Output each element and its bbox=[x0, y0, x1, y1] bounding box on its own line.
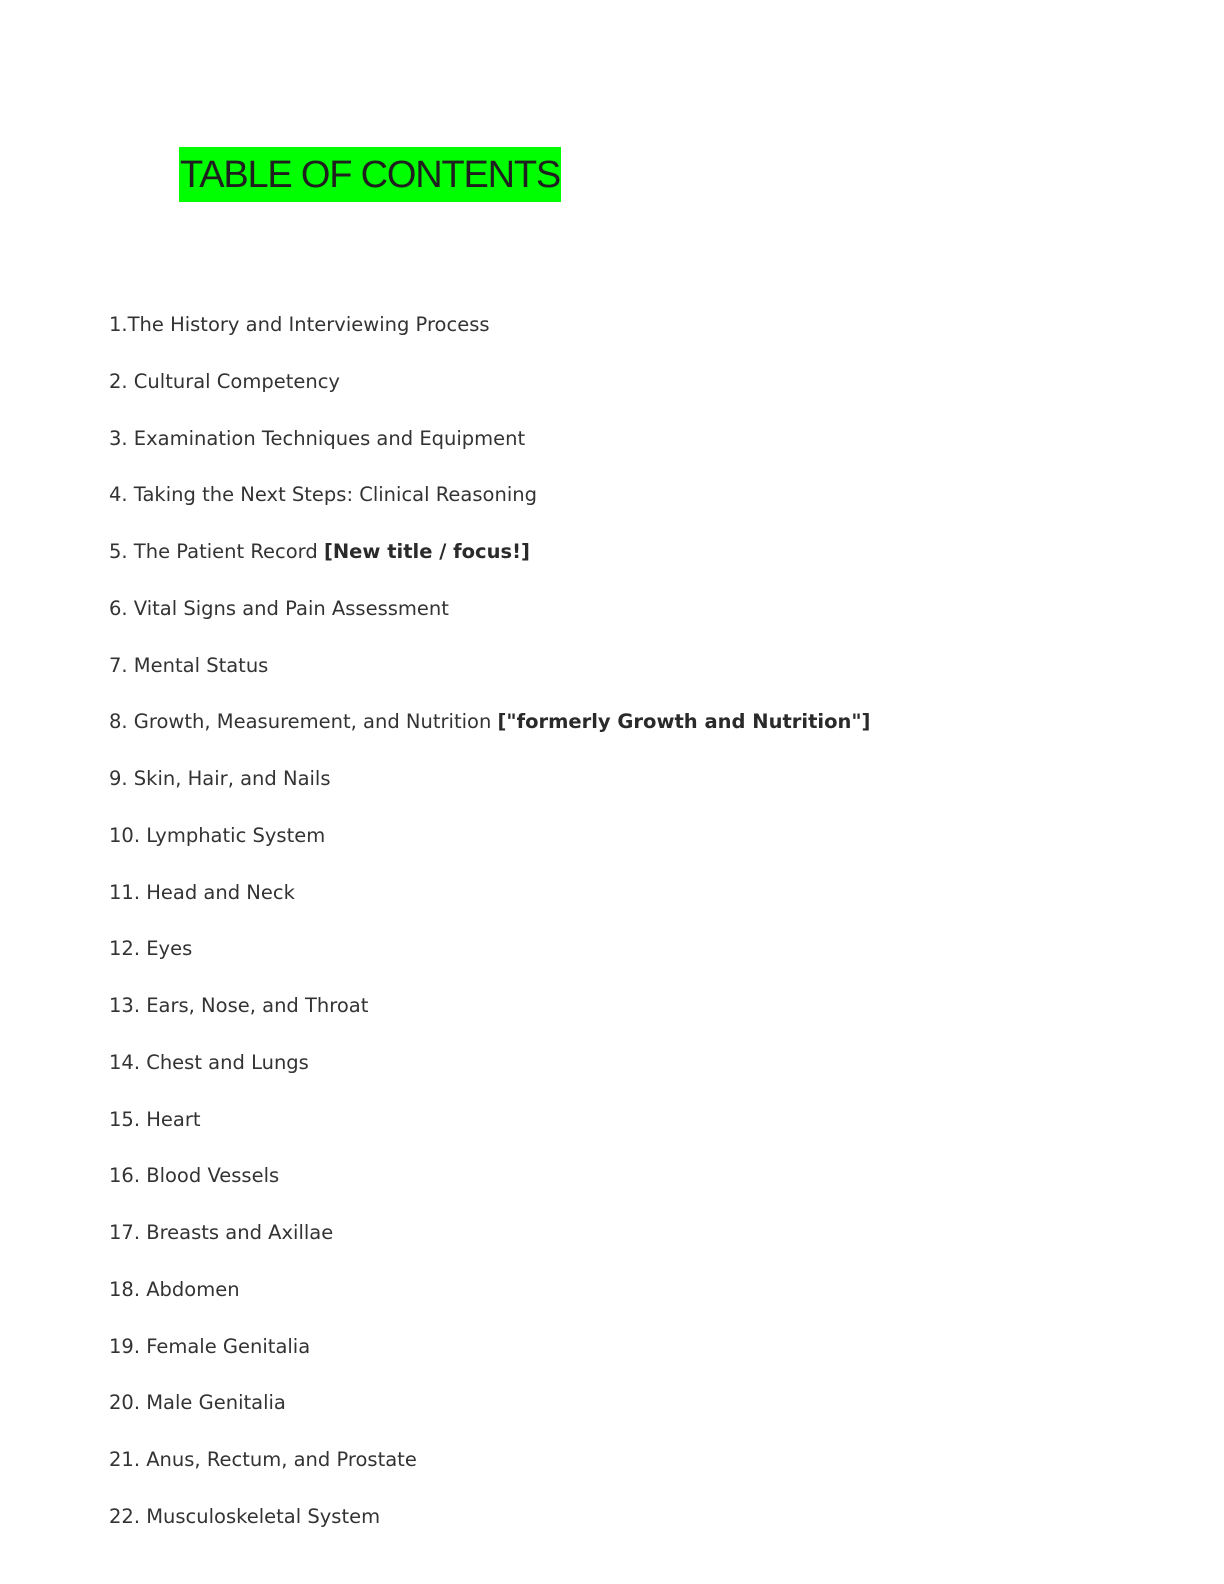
toc-entry-label: 13. Ears, Nose, and Throat bbox=[109, 994, 369, 1017]
toc-entry-label: 1.The History and Interviewing Process bbox=[109, 313, 490, 336]
toc-entry bbox=[109, 1274, 870, 1331]
toc-entry bbox=[109, 706, 870, 763]
toc-entry bbox=[109, 1217, 870, 1274]
toc-entry-label: 11. Head and Neck bbox=[109, 880, 295, 904]
toc-entry-label: 2. Cultural Competency bbox=[109, 369, 340, 393]
toc-entry-label: 5. The Patient Record bbox=[109, 540, 324, 563]
toc-entry-label: 12. Eyes bbox=[109, 937, 193, 961]
toc-entry bbox=[109, 1047, 870, 1104]
toc-entry-note: ["formerly Growth and Nutrition"] bbox=[497, 710, 871, 734]
toc-entry-label: 14. Chest and Lungs bbox=[109, 1050, 309, 1074]
toc-entry-label: 9. Skin, Hair, and Nails bbox=[109, 767, 331, 790]
page-title: TABLE OF CONTENTS bbox=[179, 147, 561, 202]
toc-entry-label: 19. Female Genitalia bbox=[109, 1334, 311, 1358]
toc-entry bbox=[109, 763, 870, 820]
toc-entry bbox=[109, 366, 870, 423]
toc-entry bbox=[109, 933, 870, 990]
toc-entry-label: 16. Blood Vessels bbox=[109, 1164, 280, 1188]
toc-entry bbox=[109, 479, 870, 536]
toc-entry bbox=[109, 423, 870, 480]
toc-entry bbox=[109, 1501, 870, 1558]
toc-entry bbox=[109, 536, 870, 593]
toc-entry bbox=[109, 877, 870, 934]
toc-entry-label: 4. Taking the Next Steps: Clinical Reasoning bbox=[109, 483, 537, 507]
toc-entry bbox=[109, 990, 870, 1047]
toc-entry-label: 10. Lymphatic System bbox=[109, 823, 326, 847]
table-of-contents bbox=[109, 309, 870, 1558]
toc-entry bbox=[109, 1387, 870, 1444]
toc-entry bbox=[109, 650, 870, 707]
toc-entry bbox=[109, 1331, 870, 1388]
toc-entry bbox=[109, 593, 870, 650]
toc-entry-note: [New title / focus!] bbox=[323, 540, 530, 563]
toc-entry-label: 15. Heart bbox=[109, 1107, 201, 1131]
toc-entry-label: 3. Examination Techniques and Equipment bbox=[109, 426, 526, 450]
toc-entry-label: 7. Mental Status bbox=[109, 653, 269, 677]
toc-entry bbox=[109, 1104, 870, 1161]
toc-entry-label: 17. Breasts and Axillae bbox=[109, 1221, 334, 1244]
toc-entry-label: 20. Male Genitalia bbox=[109, 1391, 286, 1415]
toc-entry-label: 6. Vital Signs and Pain Assessment bbox=[109, 596, 449, 620]
toc-entry bbox=[109, 820, 870, 877]
toc-entry-label: 8. Growth, Measurement, and Nutrition bbox=[109, 710, 498, 734]
toc-entry bbox=[109, 309, 870, 366]
toc-entry bbox=[109, 1160, 870, 1217]
toc-entry-label: 18. Abdomen bbox=[109, 1277, 240, 1301]
toc-entry bbox=[109, 1444, 870, 1501]
toc-entry-label: 21. Anus, Rectum, and Prostate bbox=[109, 1448, 417, 1471]
toc-entry-label: 22. Musculoskeletal System bbox=[109, 1504, 381, 1528]
